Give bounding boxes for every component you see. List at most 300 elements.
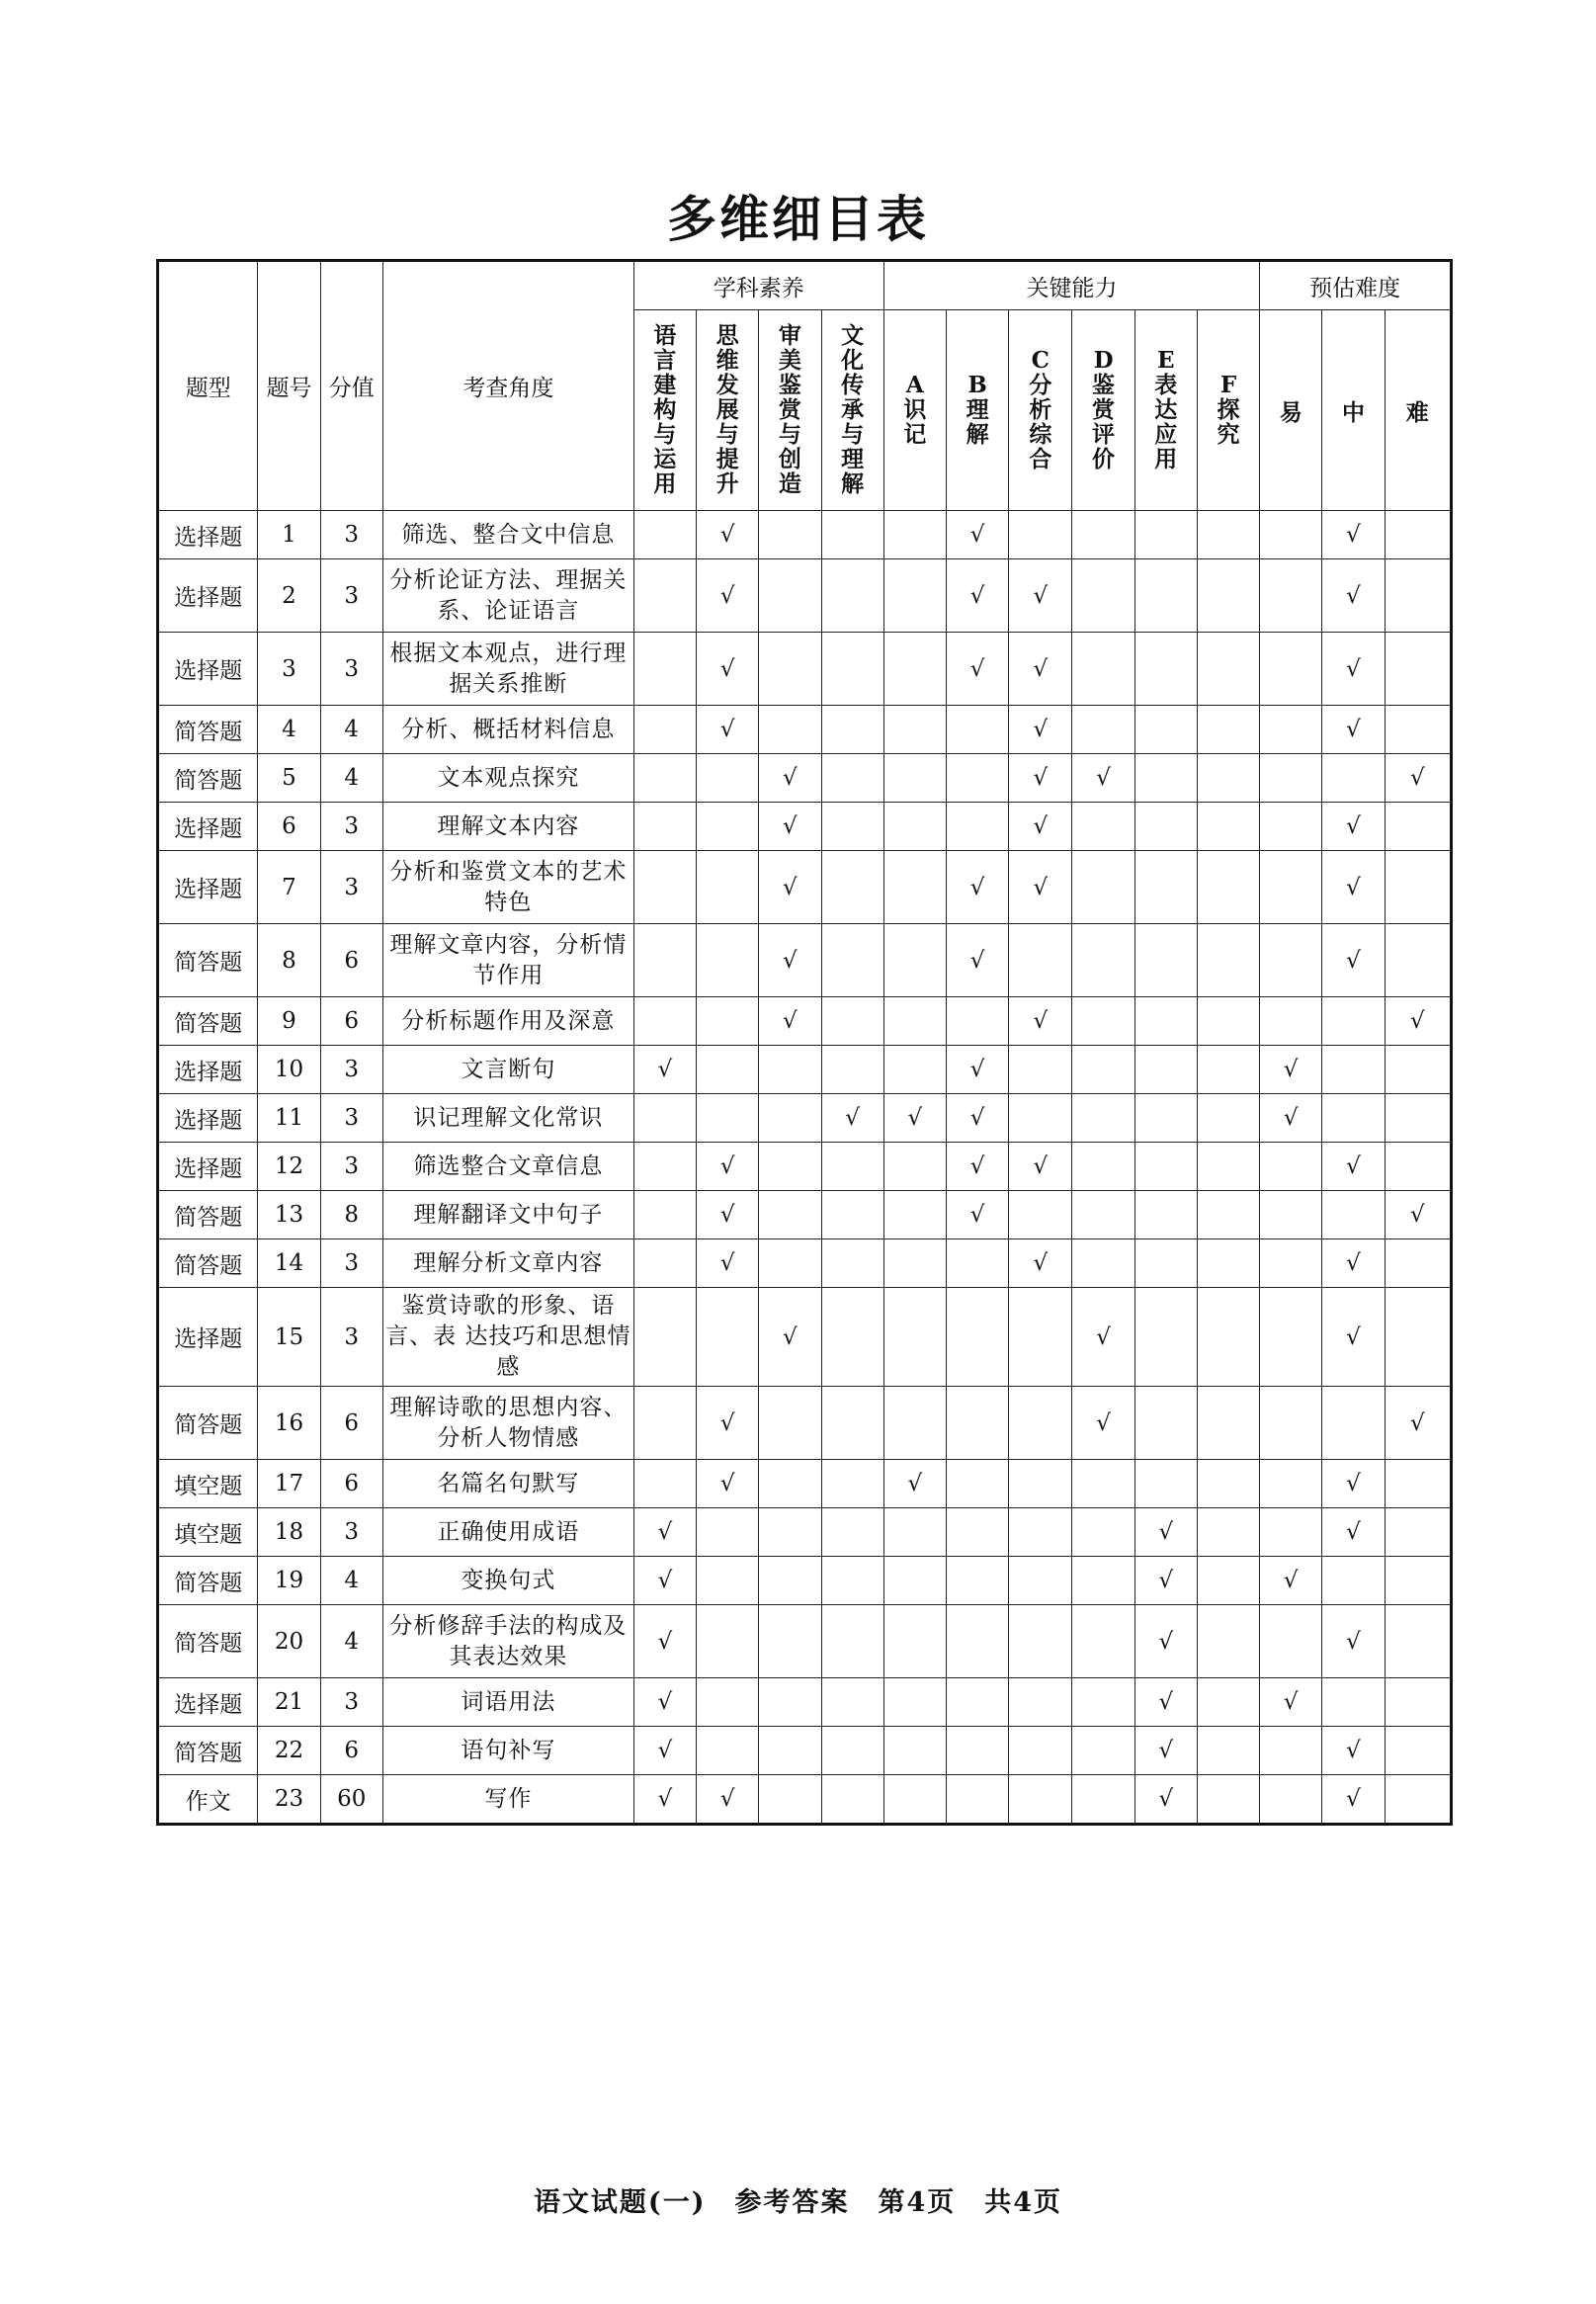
empty-cell	[1322, 1094, 1385, 1143]
header-literacy-2-char: 赏	[778, 396, 801, 423]
empty-cell	[883, 1387, 946, 1460]
empty-cell	[1197, 511, 1259, 559]
empty-cell	[633, 1460, 696, 1508]
header-literacy-1	[697, 310, 759, 511]
cell-score: 6	[320, 1460, 382, 1508]
empty-cell	[1197, 633, 1259, 706]
header-literacy-0-char: 构	[653, 396, 677, 423]
empty-cell	[633, 1239, 696, 1288]
cell-type: 简答题	[158, 1239, 258, 1288]
table-row	[158, 997, 1452, 1046]
cell-score: 3	[320, 559, 382, 633]
check-mark: √	[946, 924, 1008, 997]
empty-cell	[697, 1727, 759, 1775]
cell-num: 5	[258, 754, 320, 803]
empty-cell	[883, 924, 946, 997]
header-literacy-3-char: 解	[841, 470, 865, 497]
cell-angle: 名篇名句默写	[382, 1460, 633, 1508]
empty-cell	[946, 754, 1008, 803]
header-ability-2-char: C	[1031, 347, 1050, 374]
empty-cell	[883, 633, 946, 706]
table-row	[158, 559, 1452, 633]
detail-table	[156, 259, 1453, 1826]
page-footer: 语文试题(一) 参考答案 第4页 共4页	[533, 2187, 1063, 2218]
cell-type: 选择题	[158, 1143, 258, 1191]
header-ability-3-char: 评	[1092, 421, 1116, 448]
empty-cell	[1134, 924, 1197, 997]
empty-cell	[1260, 1387, 1322, 1460]
check-mark: √	[1260, 1557, 1322, 1605]
empty-cell	[1197, 1288, 1259, 1387]
empty-cell	[1134, 1143, 1197, 1191]
check-mark: √	[1385, 1191, 1451, 1239]
empty-cell	[1260, 1239, 1322, 1288]
cell-type: 作文	[158, 1775, 258, 1825]
check-mark: √	[697, 511, 759, 559]
empty-cell	[1134, 1094, 1197, 1143]
empty-cell	[946, 706, 1008, 754]
empty-cell	[1385, 851, 1451, 924]
cell-type: 选择题	[158, 511, 258, 559]
check-mark: √	[1322, 1727, 1385, 1775]
empty-cell	[1134, 1460, 1197, 1508]
empty-cell	[759, 1387, 821, 1460]
empty-cell	[697, 1508, 759, 1557]
header-literacy-1-char: 发	[715, 372, 739, 398]
cell-angle: 文言断句	[382, 1046, 633, 1094]
empty-cell	[1134, 754, 1197, 803]
empty-cell	[1260, 633, 1322, 706]
empty-cell	[697, 803, 759, 851]
header-score: 分值	[320, 261, 382, 511]
empty-cell	[1072, 1678, 1134, 1727]
table-row	[158, 851, 1452, 924]
empty-cell	[1197, 1727, 1259, 1775]
empty-cell	[633, 851, 696, 924]
empty-cell	[1260, 997, 1322, 1046]
empty-cell	[1134, 997, 1197, 1046]
header-type: 题型	[158, 261, 258, 511]
cell-num: 23	[258, 1775, 320, 1825]
cell-score: 3	[320, 1239, 382, 1288]
empty-cell	[1197, 1775, 1259, 1825]
empty-cell	[633, 1288, 696, 1387]
table-row	[158, 924, 1452, 997]
empty-cell	[1197, 1678, 1259, 1727]
cell-num: 16	[258, 1387, 320, 1460]
empty-cell	[821, 1557, 883, 1605]
header-literacy-3-char: 理	[841, 446, 865, 472]
empty-cell	[1260, 924, 1322, 997]
check-mark: √	[1322, 1143, 1385, 1191]
cell-angle: 理解诗歌的思想内容、分析人物情感	[382, 1387, 633, 1460]
check-mark: √	[946, 1094, 1008, 1143]
check-mark: √	[946, 1046, 1008, 1094]
empty-cell	[1197, 1605, 1259, 1678]
empty-cell	[883, 706, 946, 754]
cell-type: 简答题	[158, 1557, 258, 1605]
header-literacy-0-char: 用	[653, 470, 677, 497]
empty-cell	[1197, 924, 1259, 997]
check-mark: √	[633, 1557, 696, 1605]
header-ability-2-char: 综	[1029, 421, 1052, 448]
header-ability-1-char: B	[967, 372, 987, 398]
header-literacy-3-char: 承	[841, 396, 865, 423]
cell-num: 7	[258, 851, 320, 924]
check-mark: √	[1009, 851, 1072, 924]
empty-cell	[821, 997, 883, 1046]
check-mark: √	[633, 1727, 696, 1775]
cell-type: 选择题	[158, 1046, 258, 1094]
table-row	[158, 706, 1452, 754]
cell-type: 简答题	[158, 997, 258, 1046]
cell-angle: 分析论证方法、理据关系、论证语言	[382, 559, 633, 633]
cell-angle: 写作	[382, 1775, 633, 1825]
empty-cell	[883, 851, 946, 924]
empty-cell	[1197, 559, 1259, 633]
empty-cell	[697, 851, 759, 924]
check-mark: √	[633, 1775, 696, 1825]
empty-cell	[1009, 1046, 1072, 1094]
empty-cell	[759, 633, 821, 706]
empty-cell	[1197, 706, 1259, 754]
header-literacy-2-char: 审	[778, 322, 801, 349]
empty-cell	[697, 1046, 759, 1094]
cell-num: 21	[258, 1678, 320, 1727]
cell-angle: 理解文章内容，分析情节作用	[382, 924, 633, 997]
empty-cell	[1197, 1387, 1259, 1460]
header-ability-3-char: D	[1093, 347, 1114, 374]
check-mark: √	[1009, 633, 1072, 706]
header-literacy-1-char: 与	[715, 421, 739, 448]
empty-cell	[1072, 997, 1134, 1046]
cell-score: 6	[320, 1727, 382, 1775]
empty-cell	[1197, 997, 1259, 1046]
header-literacy-3-char: 文	[841, 322, 865, 349]
header-literacy-2-char: 与	[778, 421, 801, 448]
check-mark: √	[759, 997, 821, 1046]
empty-cell	[821, 803, 883, 851]
header-literacy-1-char: 提	[715, 446, 739, 472]
empty-cell	[1260, 559, 1322, 633]
empty-cell	[1322, 1046, 1385, 1094]
empty-cell	[633, 924, 696, 997]
cell-num: 3	[258, 633, 320, 706]
table-row	[158, 1557, 1452, 1605]
header-ability-4-char: 表	[1154, 372, 1178, 398]
check-mark: √	[633, 1046, 696, 1094]
empty-cell	[1197, 1191, 1259, 1239]
check-mark: √	[1322, 1288, 1385, 1387]
empty-cell	[1260, 1460, 1322, 1508]
empty-cell	[759, 1460, 821, 1508]
header-ability-0-char: 记	[903, 421, 927, 448]
empty-cell	[946, 1727, 1008, 1775]
empty-cell	[759, 1094, 821, 1143]
header-literacy-2-char: 鉴	[778, 372, 801, 398]
header-difficulty-1: 中	[1322, 310, 1385, 511]
empty-cell	[821, 1239, 883, 1288]
table-row	[158, 1775, 1452, 1825]
page-title: 多维细目表	[667, 191, 929, 248]
empty-cell	[1009, 1678, 1072, 1727]
empty-cell	[759, 1191, 821, 1239]
empty-cell	[633, 754, 696, 803]
empty-cell	[1197, 1508, 1259, 1557]
header-ability-2-char: 合	[1029, 446, 1052, 472]
empty-cell	[1072, 1239, 1134, 1288]
empty-cell	[1009, 1094, 1072, 1143]
header-ability-5-char: 探	[1217, 396, 1240, 423]
empty-cell	[1385, 706, 1451, 754]
empty-cell	[883, 559, 946, 633]
header-literacy-2-char: 创	[778, 446, 801, 472]
table-row	[158, 1288, 1452, 1387]
empty-cell	[1134, 851, 1197, 924]
cell-type: 选择题	[158, 633, 258, 706]
empty-cell	[1385, 1605, 1451, 1678]
header-ability-5-char: F	[1219, 372, 1237, 398]
empty-cell	[759, 1143, 821, 1191]
header-angle: 考查角度	[382, 261, 633, 511]
empty-cell	[821, 1460, 883, 1508]
empty-cell	[883, 511, 946, 559]
empty-cell	[1072, 924, 1134, 997]
empty-cell	[821, 1143, 883, 1191]
empty-cell	[1197, 1460, 1259, 1508]
check-mark: √	[1134, 1775, 1197, 1825]
cell-angle: 筛选、整合文中信息	[382, 511, 633, 559]
empty-cell	[1385, 559, 1451, 633]
cell-angle: 理解翻译文中句子	[382, 1191, 633, 1239]
empty-cell	[946, 1605, 1008, 1678]
empty-cell	[697, 997, 759, 1046]
empty-cell	[1009, 1775, 1072, 1825]
cell-score: 3	[320, 1046, 382, 1094]
empty-cell	[759, 1775, 821, 1825]
empty-cell	[883, 1143, 946, 1191]
check-mark: √	[697, 1143, 759, 1191]
header-literacy-0	[633, 310, 696, 511]
cell-angle: 分析修辞手法的构成及其表达效果	[382, 1605, 633, 1678]
empty-cell	[883, 997, 946, 1046]
header-literacy-3-char: 与	[841, 421, 865, 448]
empty-cell	[759, 1046, 821, 1094]
table-row	[158, 1143, 1452, 1191]
empty-cell	[759, 1727, 821, 1775]
header-literacy-0-char: 言	[653, 347, 677, 374]
check-mark: √	[946, 851, 1008, 924]
check-mark: √	[946, 1143, 1008, 1191]
header-ability-2-char: 分	[1029, 372, 1052, 398]
header-ability-2	[1009, 310, 1072, 511]
header-ability-4	[1134, 310, 1197, 511]
empty-cell	[1072, 1460, 1134, 1508]
empty-cell	[821, 924, 883, 997]
empty-cell	[633, 559, 696, 633]
check-mark: √	[1322, 1605, 1385, 1678]
check-mark: √	[1322, 1508, 1385, 1557]
empty-cell	[1009, 1727, 1072, 1775]
cell-type: 填空题	[158, 1508, 258, 1557]
empty-cell	[946, 803, 1008, 851]
check-mark: √	[759, 803, 821, 851]
cell-score: 6	[320, 924, 382, 997]
empty-cell	[1197, 803, 1259, 851]
cell-type: 选择题	[158, 851, 258, 924]
table-row	[158, 1605, 1452, 1678]
empty-cell	[1322, 1678, 1385, 1727]
header-difficulty-0: 易	[1260, 310, 1322, 511]
empty-cell	[1072, 1605, 1134, 1678]
header-num: 题号	[258, 261, 320, 511]
cell-num: 20	[258, 1605, 320, 1678]
header-ability-0	[883, 310, 946, 511]
empty-cell	[1009, 1557, 1072, 1605]
check-mark: √	[1134, 1678, 1197, 1727]
empty-cell	[1134, 1191, 1197, 1239]
check-mark: √	[697, 1460, 759, 1508]
check-mark: √	[1322, 851, 1385, 924]
cell-score: 3	[320, 1094, 382, 1143]
empty-cell	[1009, 1191, 1072, 1239]
empty-cell	[1322, 1387, 1385, 1460]
header-ability-4-char: 达	[1154, 396, 1178, 423]
header-ability-4-char: E	[1157, 347, 1175, 374]
header-group-difficulty: 预估难度	[1260, 261, 1452, 310]
check-mark: √	[1072, 754, 1134, 803]
cell-score: 8	[320, 1191, 382, 1239]
empty-cell	[1385, 1460, 1451, 1508]
empty-cell	[759, 706, 821, 754]
empty-cell	[1385, 1678, 1451, 1727]
header-ability-3-char: 鉴	[1092, 372, 1116, 398]
empty-cell	[1260, 754, 1322, 803]
cell-type: 选择题	[158, 803, 258, 851]
empty-cell	[759, 1678, 821, 1727]
table-row	[158, 1191, 1452, 1239]
header-ability-1-char: 解	[966, 421, 989, 448]
empty-cell	[1072, 1046, 1134, 1094]
empty-cell	[1009, 1508, 1072, 1557]
check-mark: √	[1072, 1288, 1134, 1387]
empty-cell	[1134, 1387, 1197, 1460]
empty-cell	[1260, 1727, 1322, 1775]
cell-num: 11	[258, 1094, 320, 1143]
empty-cell	[633, 633, 696, 706]
header-literacy-3-char: 传	[841, 372, 865, 398]
cell-num: 6	[258, 803, 320, 851]
check-mark: √	[1260, 1046, 1322, 1094]
cell-num: 9	[258, 997, 320, 1046]
cell-type: 选择题	[158, 1094, 258, 1143]
empty-cell	[1385, 924, 1451, 997]
header-literacy-0-char: 运	[653, 446, 677, 472]
check-mark: √	[883, 1460, 946, 1508]
check-mark: √	[1134, 1727, 1197, 1775]
cell-angle: 分析、概括材料信息	[382, 706, 633, 754]
check-mark: √	[1385, 754, 1451, 803]
empty-cell	[1134, 706, 1197, 754]
empty-cell	[883, 754, 946, 803]
check-mark: √	[697, 1387, 759, 1460]
cell-score: 3	[320, 1143, 382, 1191]
table-row	[158, 1678, 1452, 1727]
header-literacy-3-char: 化	[841, 347, 865, 374]
empty-cell	[697, 1678, 759, 1727]
empty-cell	[821, 1046, 883, 1094]
empty-cell	[1072, 1775, 1134, 1825]
empty-cell	[883, 1727, 946, 1775]
header-ability-3	[1072, 310, 1134, 511]
empty-cell	[883, 1046, 946, 1094]
table-row	[158, 1046, 1452, 1094]
check-mark: √	[1260, 1094, 1322, 1143]
empty-cell	[1322, 1557, 1385, 1605]
table-row	[158, 1239, 1452, 1288]
empty-cell	[1385, 1557, 1451, 1605]
empty-cell	[1322, 1191, 1385, 1239]
empty-cell	[633, 511, 696, 559]
header-ability-1	[946, 310, 1008, 511]
empty-cell	[1072, 1143, 1134, 1191]
cell-angle: 变换句式	[382, 1557, 633, 1605]
check-mark: √	[1009, 706, 1072, 754]
empty-cell	[1134, 511, 1197, 559]
cell-num: 12	[258, 1143, 320, 1191]
empty-cell	[821, 754, 883, 803]
check-mark: √	[1134, 1605, 1197, 1678]
check-mark: √	[1134, 1508, 1197, 1557]
empty-cell	[946, 1678, 1008, 1727]
cell-score: 4	[320, 1557, 382, 1605]
empty-cell	[946, 1557, 1008, 1605]
empty-cell	[1072, 633, 1134, 706]
check-mark: √	[946, 1191, 1008, 1239]
empty-cell	[1197, 1094, 1259, 1143]
check-mark: √	[697, 1775, 759, 1825]
check-mark: √	[1260, 1678, 1322, 1727]
header-group-literacy: 学科素养	[633, 261, 883, 310]
empty-cell	[1260, 851, 1322, 924]
header-difficulty-2: 难	[1385, 310, 1451, 511]
cell-angle: 理解分析文章内容	[382, 1239, 633, 1288]
empty-cell	[1197, 754, 1259, 803]
check-mark: √	[946, 633, 1008, 706]
cell-score: 3	[320, 803, 382, 851]
empty-cell	[1197, 1557, 1259, 1605]
empty-cell	[1385, 803, 1451, 851]
empty-cell	[633, 803, 696, 851]
empty-cell	[1197, 1143, 1259, 1191]
table-row	[158, 1508, 1452, 1557]
empty-cell	[633, 1191, 696, 1239]
cell-score: 3	[320, 511, 382, 559]
check-mark: √	[633, 1678, 696, 1727]
cell-score: 3	[320, 851, 382, 924]
empty-cell	[821, 1727, 883, 1775]
empty-cell	[1009, 924, 1072, 997]
check-mark: √	[1322, 633, 1385, 706]
empty-cell	[697, 1288, 759, 1387]
empty-cell	[883, 1508, 946, 1557]
empty-cell	[697, 1094, 759, 1143]
cell-num: 15	[258, 1288, 320, 1387]
empty-cell	[1385, 511, 1451, 559]
empty-cell	[1072, 851, 1134, 924]
empty-cell	[1260, 1288, 1322, 1387]
check-mark: √	[1009, 754, 1072, 803]
